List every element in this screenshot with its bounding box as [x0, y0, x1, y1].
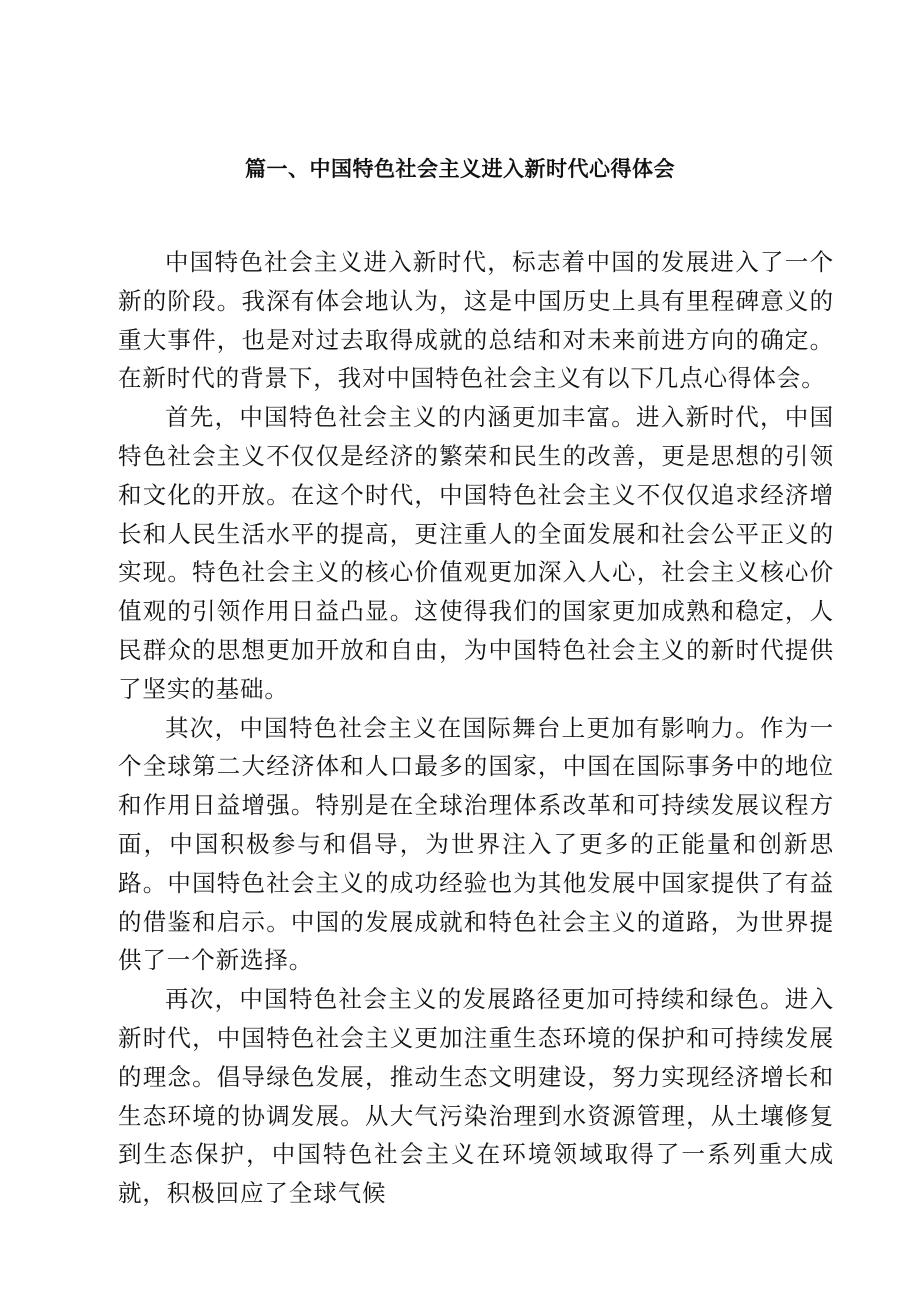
- paragraph-third-point: 再次，中国特色社会主义的发展路径更加可持续和绿色。进入新时代，中国特色社会主义更加注重生态环境的保护和可持续发展的理念。倡导绿色发展，推动生态文明建设，努力实现经济增长和生态环境的协调发展。从大气污染治理到水资源管理，从土壤修复到生态保护，中国特色社会主义在环境领域取得了一系列重大成就，积极回应了全球气候: [118, 985, 834, 1208]
- document-body: [118, 243, 834, 1213]
- document-title: 篇一、中国特色社会主义进入新时代心得体会: [245, 157, 675, 181]
- paragraph-first-point: 首先，中国特色社会主义的内涵更加丰富。进入新时代，中国特色社会主义不仅仅是经济的繁荣和民生的改善，更是思想的引领和文化的开放。在这个时代，中国特色社会主义不仅仅追求经济增长和人民生活水平的提高，更注重人的全面发展和社会公平正义的实现。特色社会主义的核心价值观更加深入人心，社会主义核心价值观的引领作用日益凸显。这使得我们的国家更加成熟和稳定，人民群众的思想更加开放和自由，为中国特色社会主义的新时代提供了坚实的基础。: [118, 403, 834, 703]
- paragraph-second-point: 其次，中国特色社会主义在国际舞台上更加有影响力。作为一个全球第二大经济体和人口最多的国家，中国在国际事务中的地位和作用日益增强。特别是在全球治理体系改革和可持续发展议程方面，中国积极参与和倡导，为世界注入了更多的正能量和创新思路。中国特色社会主义的成功经验也为其他发展中国家提供了有益的借鉴和启示。中国的发展成就和特色社会主义的道路，为世界提供了一个新选择。: [118, 713, 834, 975]
- paragraph-intro: 中国特色社会主义进入新时代，标志着中国的发展进入了一个新的阶段。我深有体会地认为，这是中国历史上具有里程碑意义的重大事件，也是对过去取得成就的总结和对未来前进方向的确定。在新时代的背景下，我对中国特色社会主义有以下几点心得体会。: [118, 248, 834, 393]
